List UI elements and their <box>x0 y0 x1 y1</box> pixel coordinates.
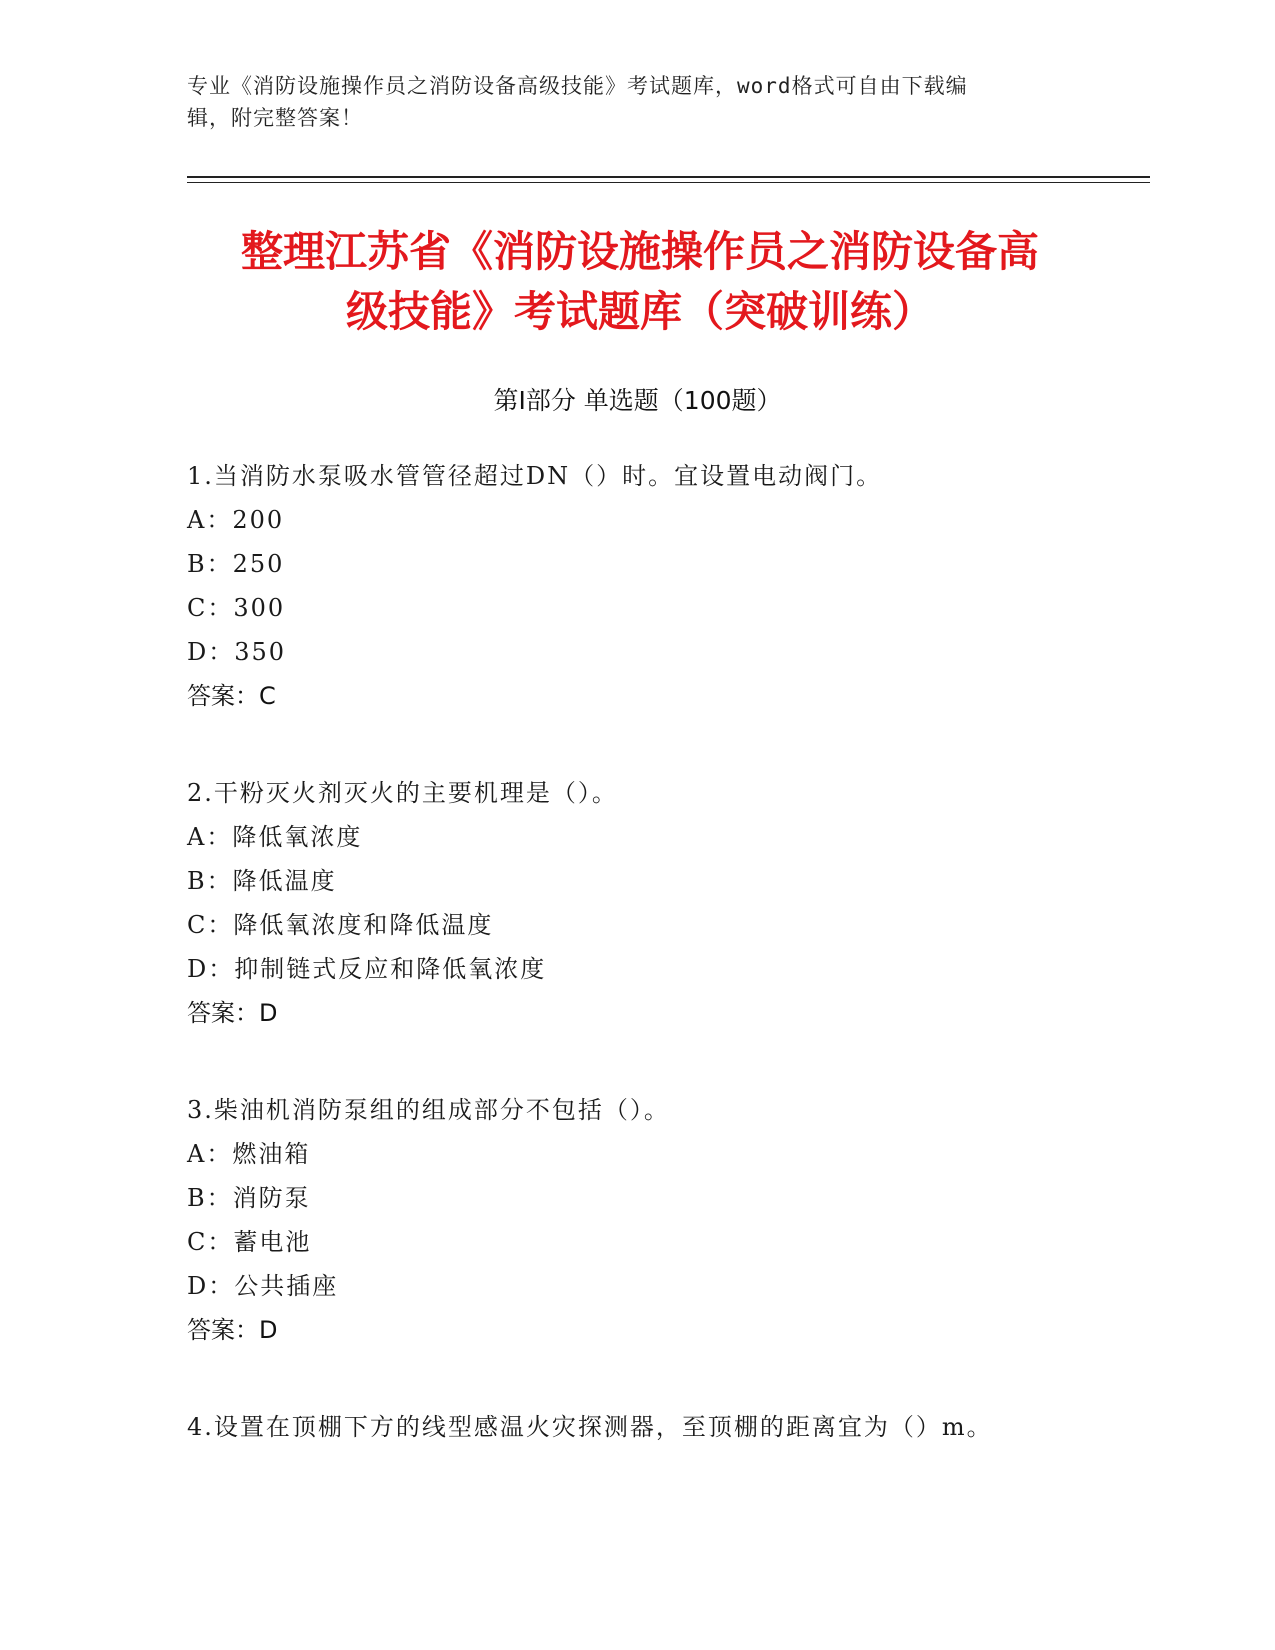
page-title <box>150 222 1130 342</box>
question-3-option-b: B：消防泵 <box>187 1184 311 1212</box>
question-3-option-c: C：蓄电池 <box>187 1228 312 1256</box>
page-title-line-2: 级技能》考试题库（突破训练） <box>345 287 934 336</box>
question-1-option-a: A：200 <box>187 506 285 534</box>
question-1-option-d: D：350 <box>187 638 287 666</box>
question-3-answer: 答案：D <box>187 1316 278 1344</box>
question-4-stem: 4.设置在顶棚下方的线型感温火灾探测器，至顶棚的距离宜为（）m。 <box>187 1413 993 1441</box>
header-note <box>187 70 1067 134</box>
header-rule-thin <box>187 182 1150 183</box>
question-3-option-d: D：公共插座 <box>187 1272 339 1300</box>
question-2-stem: 2.干粉灭火剂灭火的主要机理是（）。 <box>187 779 618 807</box>
header-rule-thick <box>187 176 1150 178</box>
question-2-option-b: B：降低温度 <box>187 867 337 895</box>
section-title: 第Ⅰ部分 单选题（100题） <box>493 386 782 415</box>
header-note-line-1: 专业《消防设施操作员之消防设备高级技能》考试题库，word格式可自由下载编 <box>187 74 968 98</box>
question-1-option-b: B：250 <box>187 550 285 578</box>
question-1-option-c: C：300 <box>187 594 286 622</box>
page-title-line-1: 整理江苏省《消防设施操作员之消防设备高 <box>240 227 1039 276</box>
question-2-option-d: D：抑制链式反应和降低氧浓度 <box>187 955 547 983</box>
question-3-option-a: A：燃油箱 <box>187 1140 311 1168</box>
question-2-option-a: A：降低氧浓度 <box>187 823 363 851</box>
question-2-option-c: C：降低氧浓度和降低温度 <box>187 911 494 939</box>
question-3-stem: 3.柴油机消防泵组的组成部分不包括（）。 <box>187 1096 670 1124</box>
question-2-answer: 答案：D <box>187 999 278 1027</box>
question-1-stem: 1.当消防水泵吸水管管径超过DN（）时。宜设置电动阀门。 <box>187 462 883 490</box>
header-note-line-2: 辑，附完整答案！ <box>187 106 363 130</box>
question-1-answer: 答案：C <box>187 682 276 710</box>
